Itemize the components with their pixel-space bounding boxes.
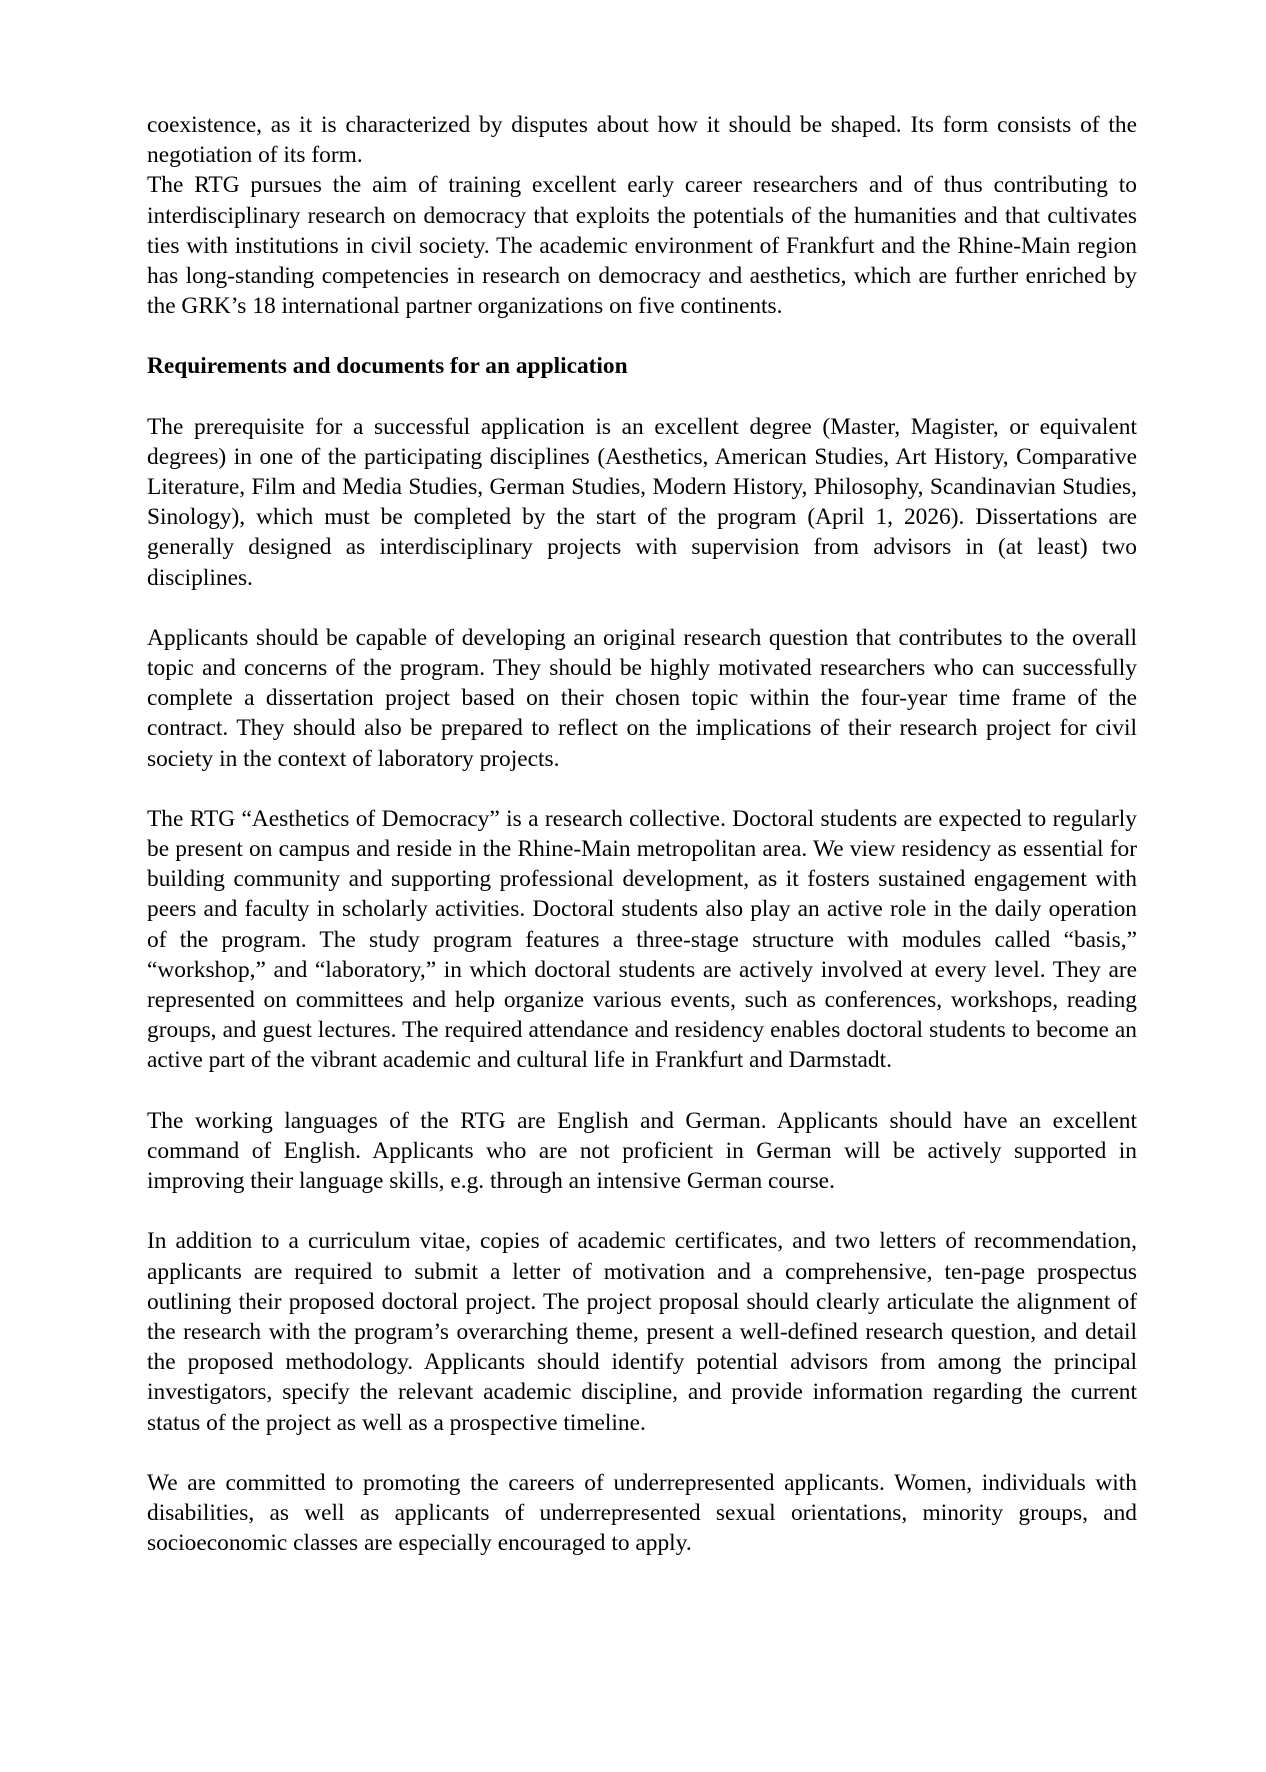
paragraph-rtg-aim: The RTG pursues the aim of training excellent early career researchers and of thus contributing to interdisciplinary research on democracy that exploits the potentials of the humanities and that cultivates ties with institutions in civil society. The academic environment of Frankfurt and the Rhine-Main region has long-standing competencies in research on democracy and aesthetics, which are further enriched by the GRK’s 18 international partner organizations on five continents. (147, 172, 1137, 320)
section-heading-requirements: Requirements and documents for an application (147, 353, 628, 380)
paragraph-applicants-capability: Applicants should be capable of developing an original research question that contributes to the overall topic and concerns of the program. They should be highly motivated researchers who can successfully complete a dissertation project based on their chosen topic within the four-year time frame of the contract. They should also be prepared to reflect on the implications of their research project for civil society in the context of laboratory projects. (147, 624, 1137, 772)
paragraph-coexistence: coexistence, as it is characterized by disputes about how it should be shaped. Its form consists of the negotiation of its form. (147, 112, 1137, 169)
paragraph-underrepresented-applicants: We are committed to promoting the careers of underrepresented applicants. Women, individuals with disabilities, as well as applicants of underrepresented sexual orientations, minority groups, and socioeconomic classes are especially encouraged to apply. (147, 1469, 1137, 1557)
document-page (147, 110, 1137, 1558)
paragraph-working-languages: The working languages of the RTG are English and German. Applicants should have an excellent command of English. Applicants who are not proficient in German will be actively supported in improving their language skills, e.g. through an intensive German course. (147, 1107, 1137, 1195)
paragraph-application-documents: In addition to a curriculum vitae, copies of academic certificates, and two letters of recommendation, applicants are required to submit a letter of motivation and a comprehensive, ten-page prospectus outlining their proposed doctoral project. The project proposal should clearly articulate the alignment of the research with the program’s overarching theme, present a well-defined research question, and detail the proposed methodology. Applicants should identify potential advisors from among the principal investigators, specify the relevant academic discipline, and provide information regarding the current status of the project as well as a prospective timeline. (147, 1228, 1137, 1436)
paragraph-research-collective: The RTG “Aesthetics of Democracy” is a research collective. Doctoral students are expected to regularly be present on campus and reside in the Rhine-Main metropolitan area. We view residency as essential for building community and supporting professional development, as it fosters sustained engagement with peers and faculty in scholarly activities. Doctoral students also play an active role in the daily operation of the program. The study program features a three-stage structure with modules called “basis,” “workshop,” and “laboratory,” in which doctoral students are actively involved at every level. They are represented on committees and help organize various events, such as conferences, workshops, reading groups, and guest lectures. The required attendance and residency enables doctoral students to become an active part of the vibrant academic and cultural life in Frankfurt and Darmstadt. (147, 805, 1137, 1074)
paragraph-prerequisite: The prerequisite for a successful application is an excellent degree (Master, Magister, or equivalent degrees) in one of the participating disciplines (Aesthetics, American Studies, Art History, Comparative Literature, Film and Media Studies, German Studies, Modern History, Philosophy, Scandinavian Studies, Sinology), which must be completed by the start of the program (April 1, 2026). Dissertations are generally designed as interdisciplinary projects with supervision from advisors in (at least) two disciplines. (147, 413, 1137, 591)
